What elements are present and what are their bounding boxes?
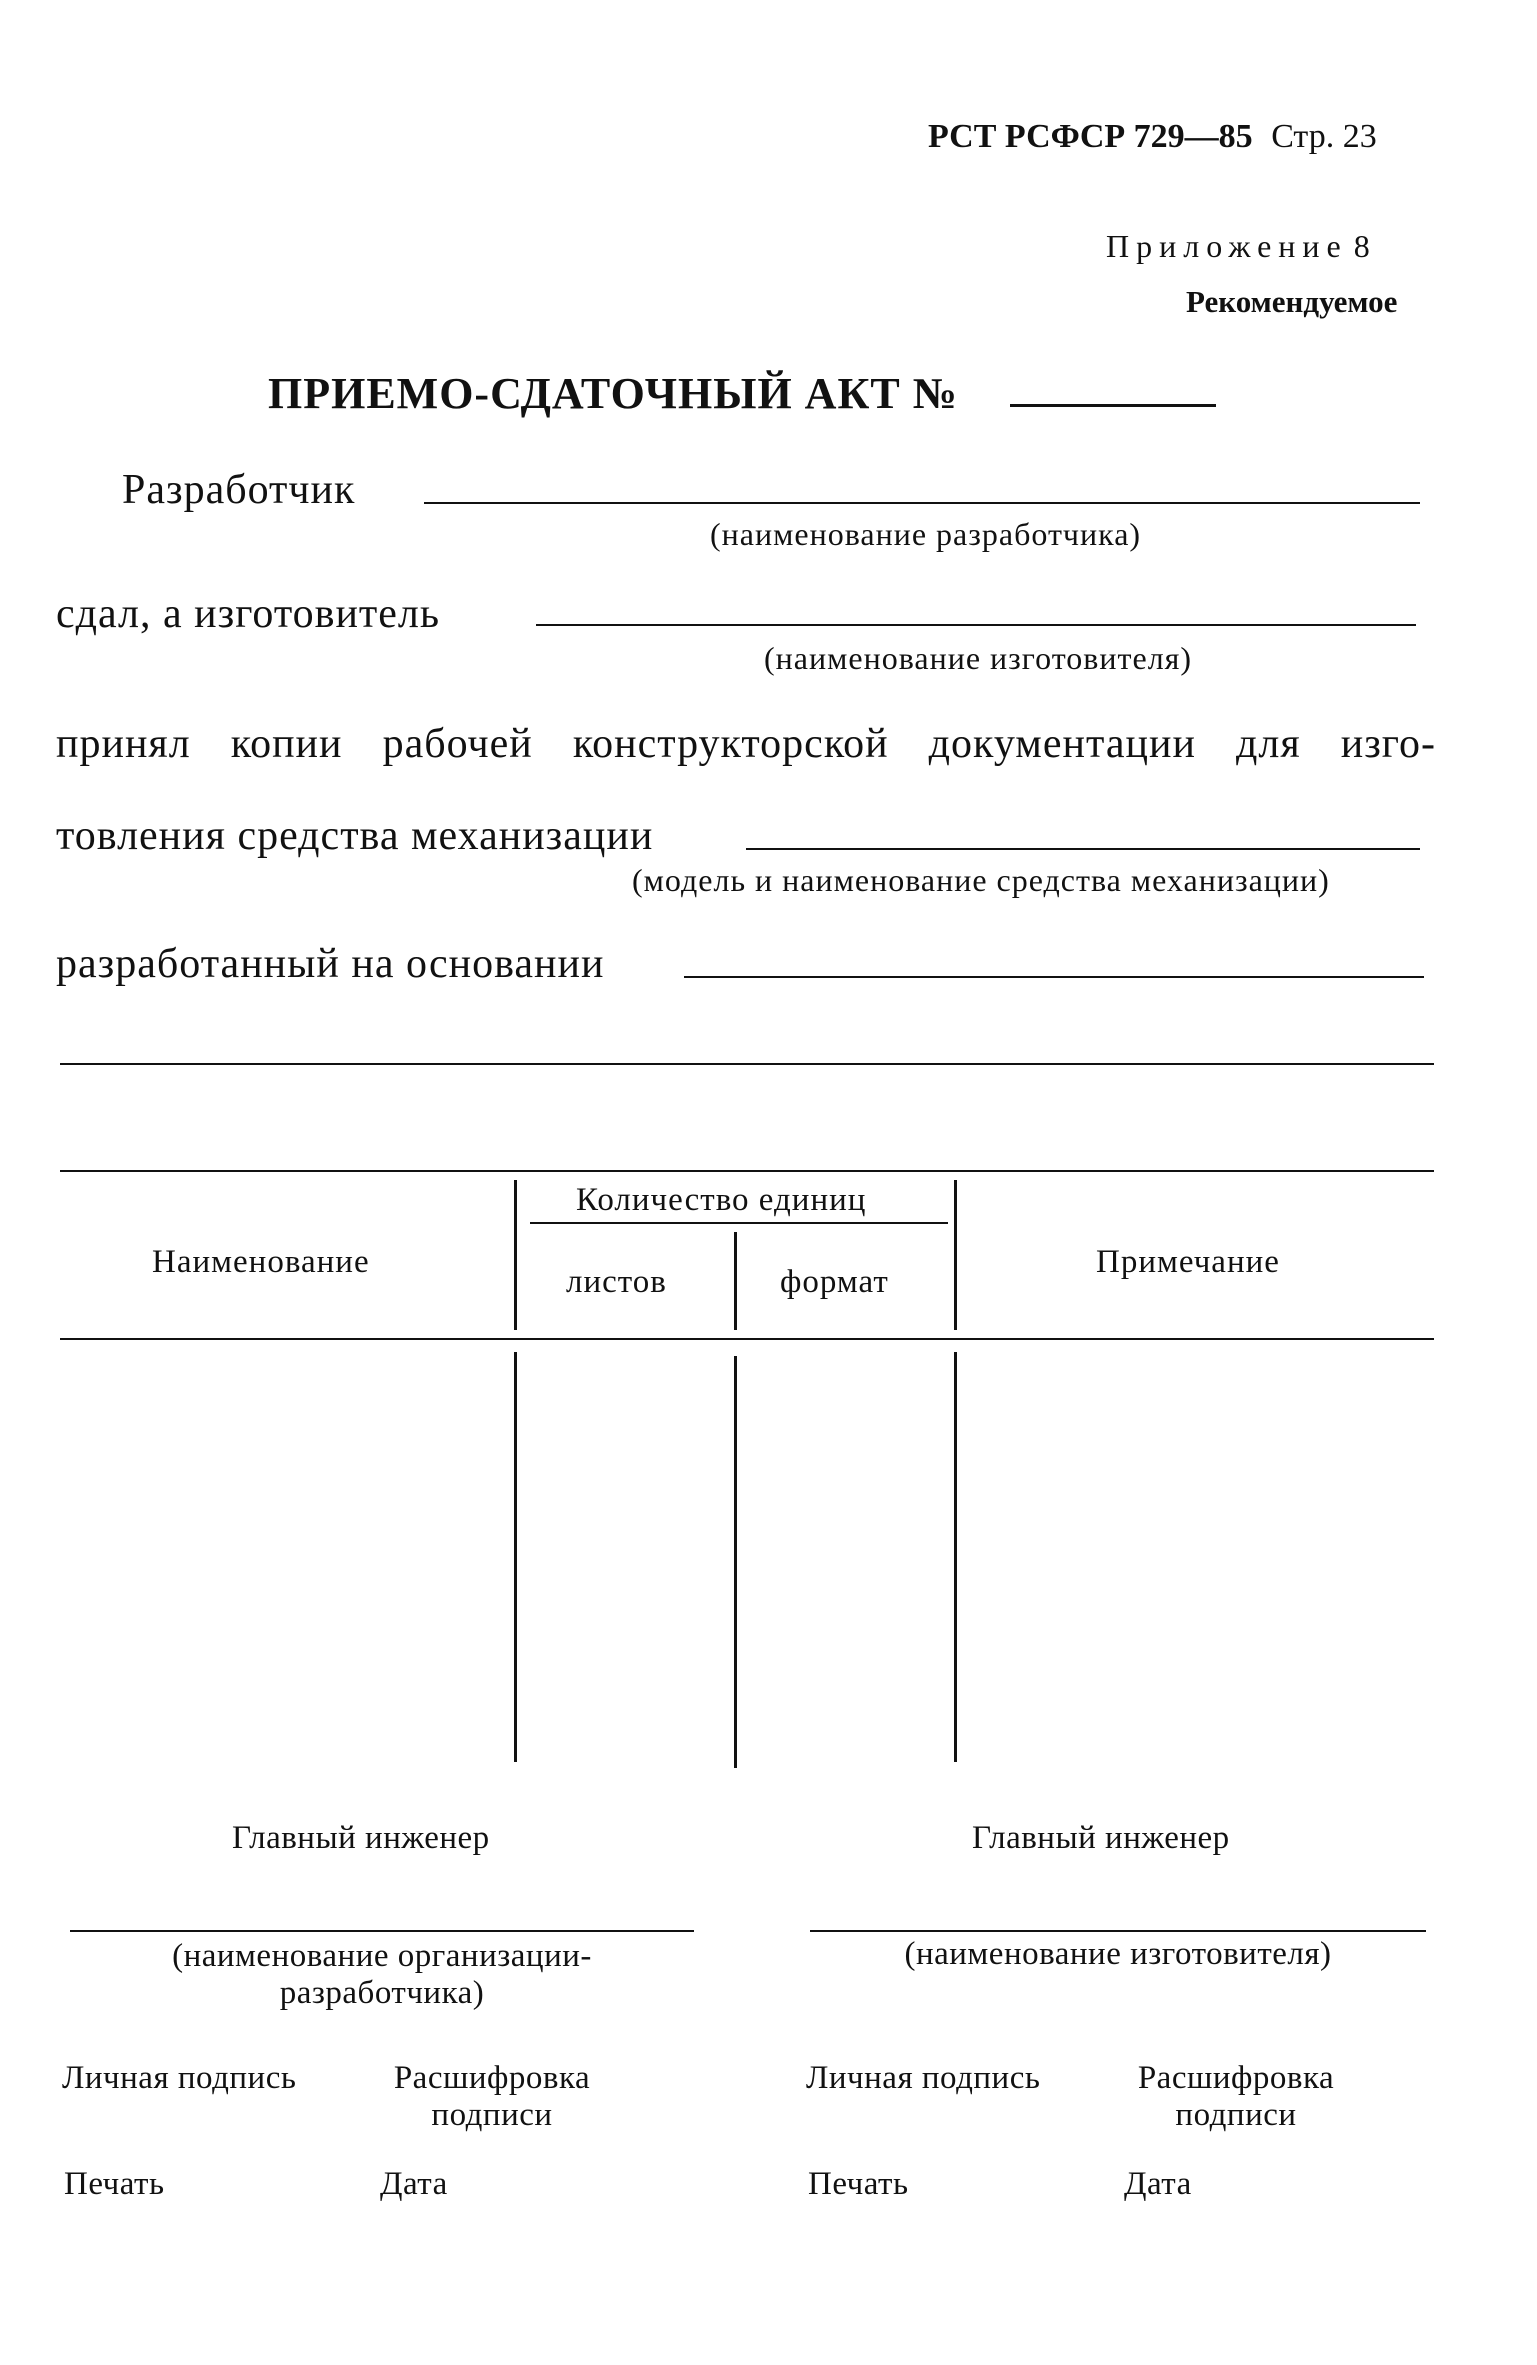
right-org-line — [810, 1930, 1426, 1932]
left-signature-decoding: Расшифровка подписи — [393, 2060, 591, 2133]
act-number-line — [1010, 404, 1216, 407]
manufacturer-line — [536, 624, 1416, 626]
left-role: Главный инженер — [232, 1820, 490, 1856]
table-body-divider-1 — [514, 1352, 517, 1762]
right-org-caption: (наименование изготовителя) — [904, 1936, 1332, 1972]
left-org-line — [70, 1930, 694, 1932]
col-format-header: формат — [780, 1264, 889, 1300]
document-title: ПРИЕМО-СДАТОЧНЫЙ АКТ № — [268, 369, 958, 418]
table-divider-note — [954, 1180, 957, 1330]
basis-label: разработанный на основании — [56, 941, 605, 987]
right-stamp: Печать — [808, 2166, 909, 2202]
accepted-line-2: товления средства механизации — [56, 813, 654, 859]
standard-number: РСТ РСФСР 729—85 — [928, 118, 1253, 155]
left-stamp: Печать — [64, 2166, 165, 2202]
table-divider-sheets — [734, 1232, 737, 1330]
table-top-rule — [60, 1170, 1434, 1172]
manufacturer-label: сдал, а изготовитель — [56, 591, 441, 637]
appendix-number: 8 — [1353, 228, 1370, 264]
col-sheets-header: листов — [566, 1264, 667, 1300]
page-header — [928, 118, 1377, 156]
manufacturer-caption: (наименование изготовителя) — [764, 640, 1193, 676]
left-org-caption: (наименование организации- разработчика) — [172, 1938, 592, 2011]
table-body-divider-3 — [954, 1352, 957, 1762]
developer-label: Разработчик — [122, 467, 356, 513]
right-personal-signature: Личная подпись — [806, 2060, 1041, 2096]
right-date: Дата — [1124, 2166, 1192, 2202]
means-caption: (модель и наименование средства механизации) — [632, 862, 1330, 898]
table-header-bottom-rule — [60, 1338, 1434, 1340]
left-personal-signature: Личная подпись — [62, 2060, 297, 2096]
left-date: Дата — [380, 2166, 448, 2202]
developer-line — [424, 502, 1420, 504]
right-role: Главный инженер — [972, 1820, 1230, 1856]
developer-caption: (наименование разработчика) — [710, 516, 1142, 552]
appendix-status: Рекомендуемое — [1186, 284, 1398, 319]
appendix-label: Приложение 8 — [1106, 228, 1370, 264]
col-note-header: Примечание — [1096, 1244, 1280, 1280]
col-name-header: Наименование — [152, 1244, 370, 1280]
accepted-line-1: принял копии рабочей конструкторской документации для изго- — [56, 721, 1436, 767]
table-body-divider-2 — [734, 1356, 737, 1768]
basis-continuation-line — [60, 1063, 1434, 1065]
means-line — [746, 848, 1420, 850]
basis-line — [684, 976, 1424, 978]
right-signature-decoding: Расшифровка подписи — [1137, 2060, 1335, 2133]
col-quantity-header: Количество единиц — [576, 1182, 867, 1218]
page-number: Стр. 23 — [1271, 118, 1377, 155]
table-divider-name — [514, 1180, 517, 1330]
quantity-subheader-rule — [530, 1222, 948, 1224]
